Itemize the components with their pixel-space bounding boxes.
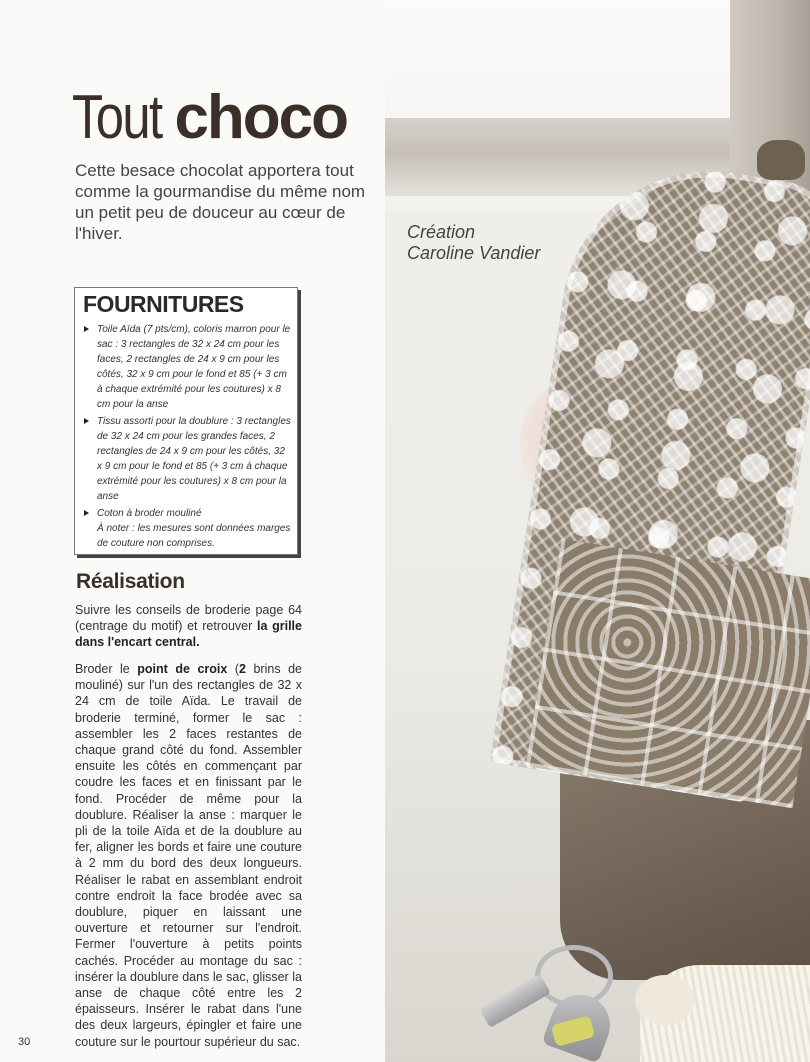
fournitures-box xyxy=(74,287,298,555)
realisation-paragraph-1 xyxy=(75,602,302,651)
bag-photo xyxy=(385,0,810,1062)
p2-text: Broder le xyxy=(75,662,138,676)
intro-text: Cette besace chocolat apportera tout comme la gourmandise du même nom un petit peu de douceur au cœur de l'hiver. xyxy=(75,161,366,243)
embroidered-border-pattern xyxy=(526,539,810,808)
p1-bold: la grille dans l'encart central. xyxy=(75,619,302,650)
title-bold: choco xyxy=(174,83,348,152)
p2-bold-stitch: point de croix xyxy=(137,662,228,676)
title-light: Tout xyxy=(72,83,162,152)
p2-bold-count: 2 xyxy=(239,662,246,676)
fournitures-note: À noter : les mesures sont données marges de couture non comprises. xyxy=(97,523,291,549)
p2-text: brins de mouliné) sur l'un des rectangles de 32 x 24 cm de toile Aïda. Le travail de broderie terminé, former le sac : assembler les 2 faces restantes de chaque grand côté du fond. Assembler ensuite les côtés en commençant par coudre les faces et en finissant par le fond. Procéder de même pour la doublure. Réaliser la anse : marquer le pli de la toile Aïda et de la doublure au fer, aligner les bords et faire une couture à 2 mm du bord des deux longueurs. Réaliser le rabat en assemblant endroit contre endroit la face brodée avec sa doublure, piquer en laissant une ouverture et retourner sur l'endroit. Fermer l'ouverture à petits points cachés. Procéder au montage du sac : insérer la doublure dans le sac, glisser la anse de chaque côté entre les 2 épaisseurs. Insérer le rabat dans l'une des deux largeurs, épingler et faire une couture sur le pourtour supérieur du sac. xyxy=(75,662,302,1049)
credit-label: Création xyxy=(407,222,476,242)
list-item-text: Coton à broder mouliné xyxy=(97,508,202,519)
credit-author: Caroline Vandier xyxy=(407,243,541,263)
page-title xyxy=(72,80,347,156)
list-item xyxy=(97,506,291,551)
fournitures-list xyxy=(75,322,297,551)
p1-text: Suivre les conseils de broderie page 64 (centrage du motif) et retrouver xyxy=(75,603,302,634)
list-item: Toile Aïda (7 pts/cm), coloris marron pour le sac : 3 rectangles de 32 x 24 cm pour les faces, 2 rectangles de 24 x 9 cm pour les côtés, 32 x 9 cm pour le fond et 85 (+ 3 cm à chaque extrémité pour les coutures) x 8 cm pour la anse xyxy=(97,324,291,410)
realisation-paragraph-2 xyxy=(75,661,302,1050)
fournitures-heading: FOURNITURES xyxy=(83,291,244,317)
p2-text: ( xyxy=(227,662,240,676)
page-number: 30 xyxy=(18,1036,31,1048)
tassel-knot xyxy=(635,975,695,1025)
list-item: Tissu assorti pour la doublure : 3 rectangles de 32 x 24 cm pour les grandes faces, 2 rectangles de 24 x 9 cm pour les côtés, 32 x 9 cm pour le fond et 85 (+ 3 cm à chaque extrémité pour les coutures) x 8 cm pour la anse xyxy=(97,416,291,502)
bag-handle-knob xyxy=(757,140,805,180)
credit xyxy=(407,222,540,264)
key xyxy=(479,974,551,1028)
realisation-heading: Réalisation xyxy=(76,570,185,593)
